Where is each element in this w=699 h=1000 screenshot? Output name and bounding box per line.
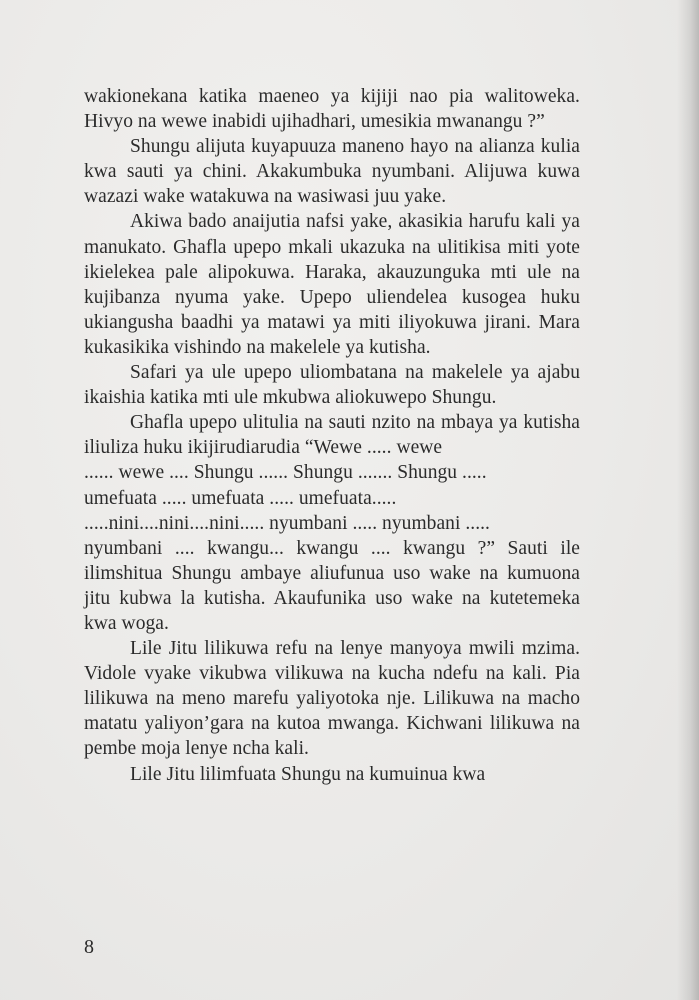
body-text (84, 84, 580, 787)
paragraph-7: Lile Jitu lilimfuata Shungu na kumuinua kwa (130, 763, 486, 785)
paragraph-6: Lile Jitu lilikuwa refu na lenye manyoya mwili mzima. Vidole vyake vikubwa vilikuwa na kucha ndefu na kali. Pia lilikuwa na meno marefu yaliyotoka nje. Lilikuwa na macho matatu yaliyon’gara na kutoa mwanga. Kichwani lilikuwa na pembe moja lenye ncha kali. (84, 638, 580, 760)
page-number: 8 (84, 936, 94, 958)
paragraph-1: wakionekana katika maeneo ya kijiji nao pia walitoweka. Hivyo na wewe inabidi ujihadhari, umesikia mwanangu ?” (84, 86, 580, 133)
paragraph-3: Akiwa bado anaijutia nafsi yake, akasikia harufu kali ya manukato. Ghafla upepo mkali ukazuka na ulitikisa miti yote ikielekea pale alipokuwa. Haraka, akauzunguka mti ule na kujibanza nyuma yake. Upepo uliendelea kusogea huku ukiangusha baadhi ya matawi ya miti iliyokuwa jirani. Mara kukasikika vishindo na makelele ya kutisha. (84, 211, 580, 358)
paragraph-2: Shungu alijuta kuyapuuza maneno hayo na alianza kulia kwa sauti ya chini. Akakumbuka nyumbani. Alijuwa kuwa wazazi wake watakuwa na wasiwasi juu yake. (84, 136, 580, 208)
page-edge-shadow (677, 0, 699, 1000)
paragraph-5: Ghafla upepo ulitulia na sauti nzito na mbaya ya kutisha iliuliza huku ikijirudiarudia “Wewe ..... wewe ...... wewe .... Shungu ...... Shungu ....... Shungu ..... umefuata ..... umefuata ..... umefuata..... .....nini....nini....nini..... nyumbani ..... nyumbani ..... nyumbani .... kwangu... kwangu .... kwangu ?” Sauti ile ilimshitua Shungu ambaye aliufunua uso wake na kumuona jitu kubwa la kutisha. Akaufunika uso wake na kutetemeka kwa woga. (84, 412, 580, 634)
paragraph-4: Safari ya ule upepo uliombatana na makelele ya ajabu ikaishia katika mti ule mkubwa aliokuwepo Shungu. (84, 362, 580, 409)
